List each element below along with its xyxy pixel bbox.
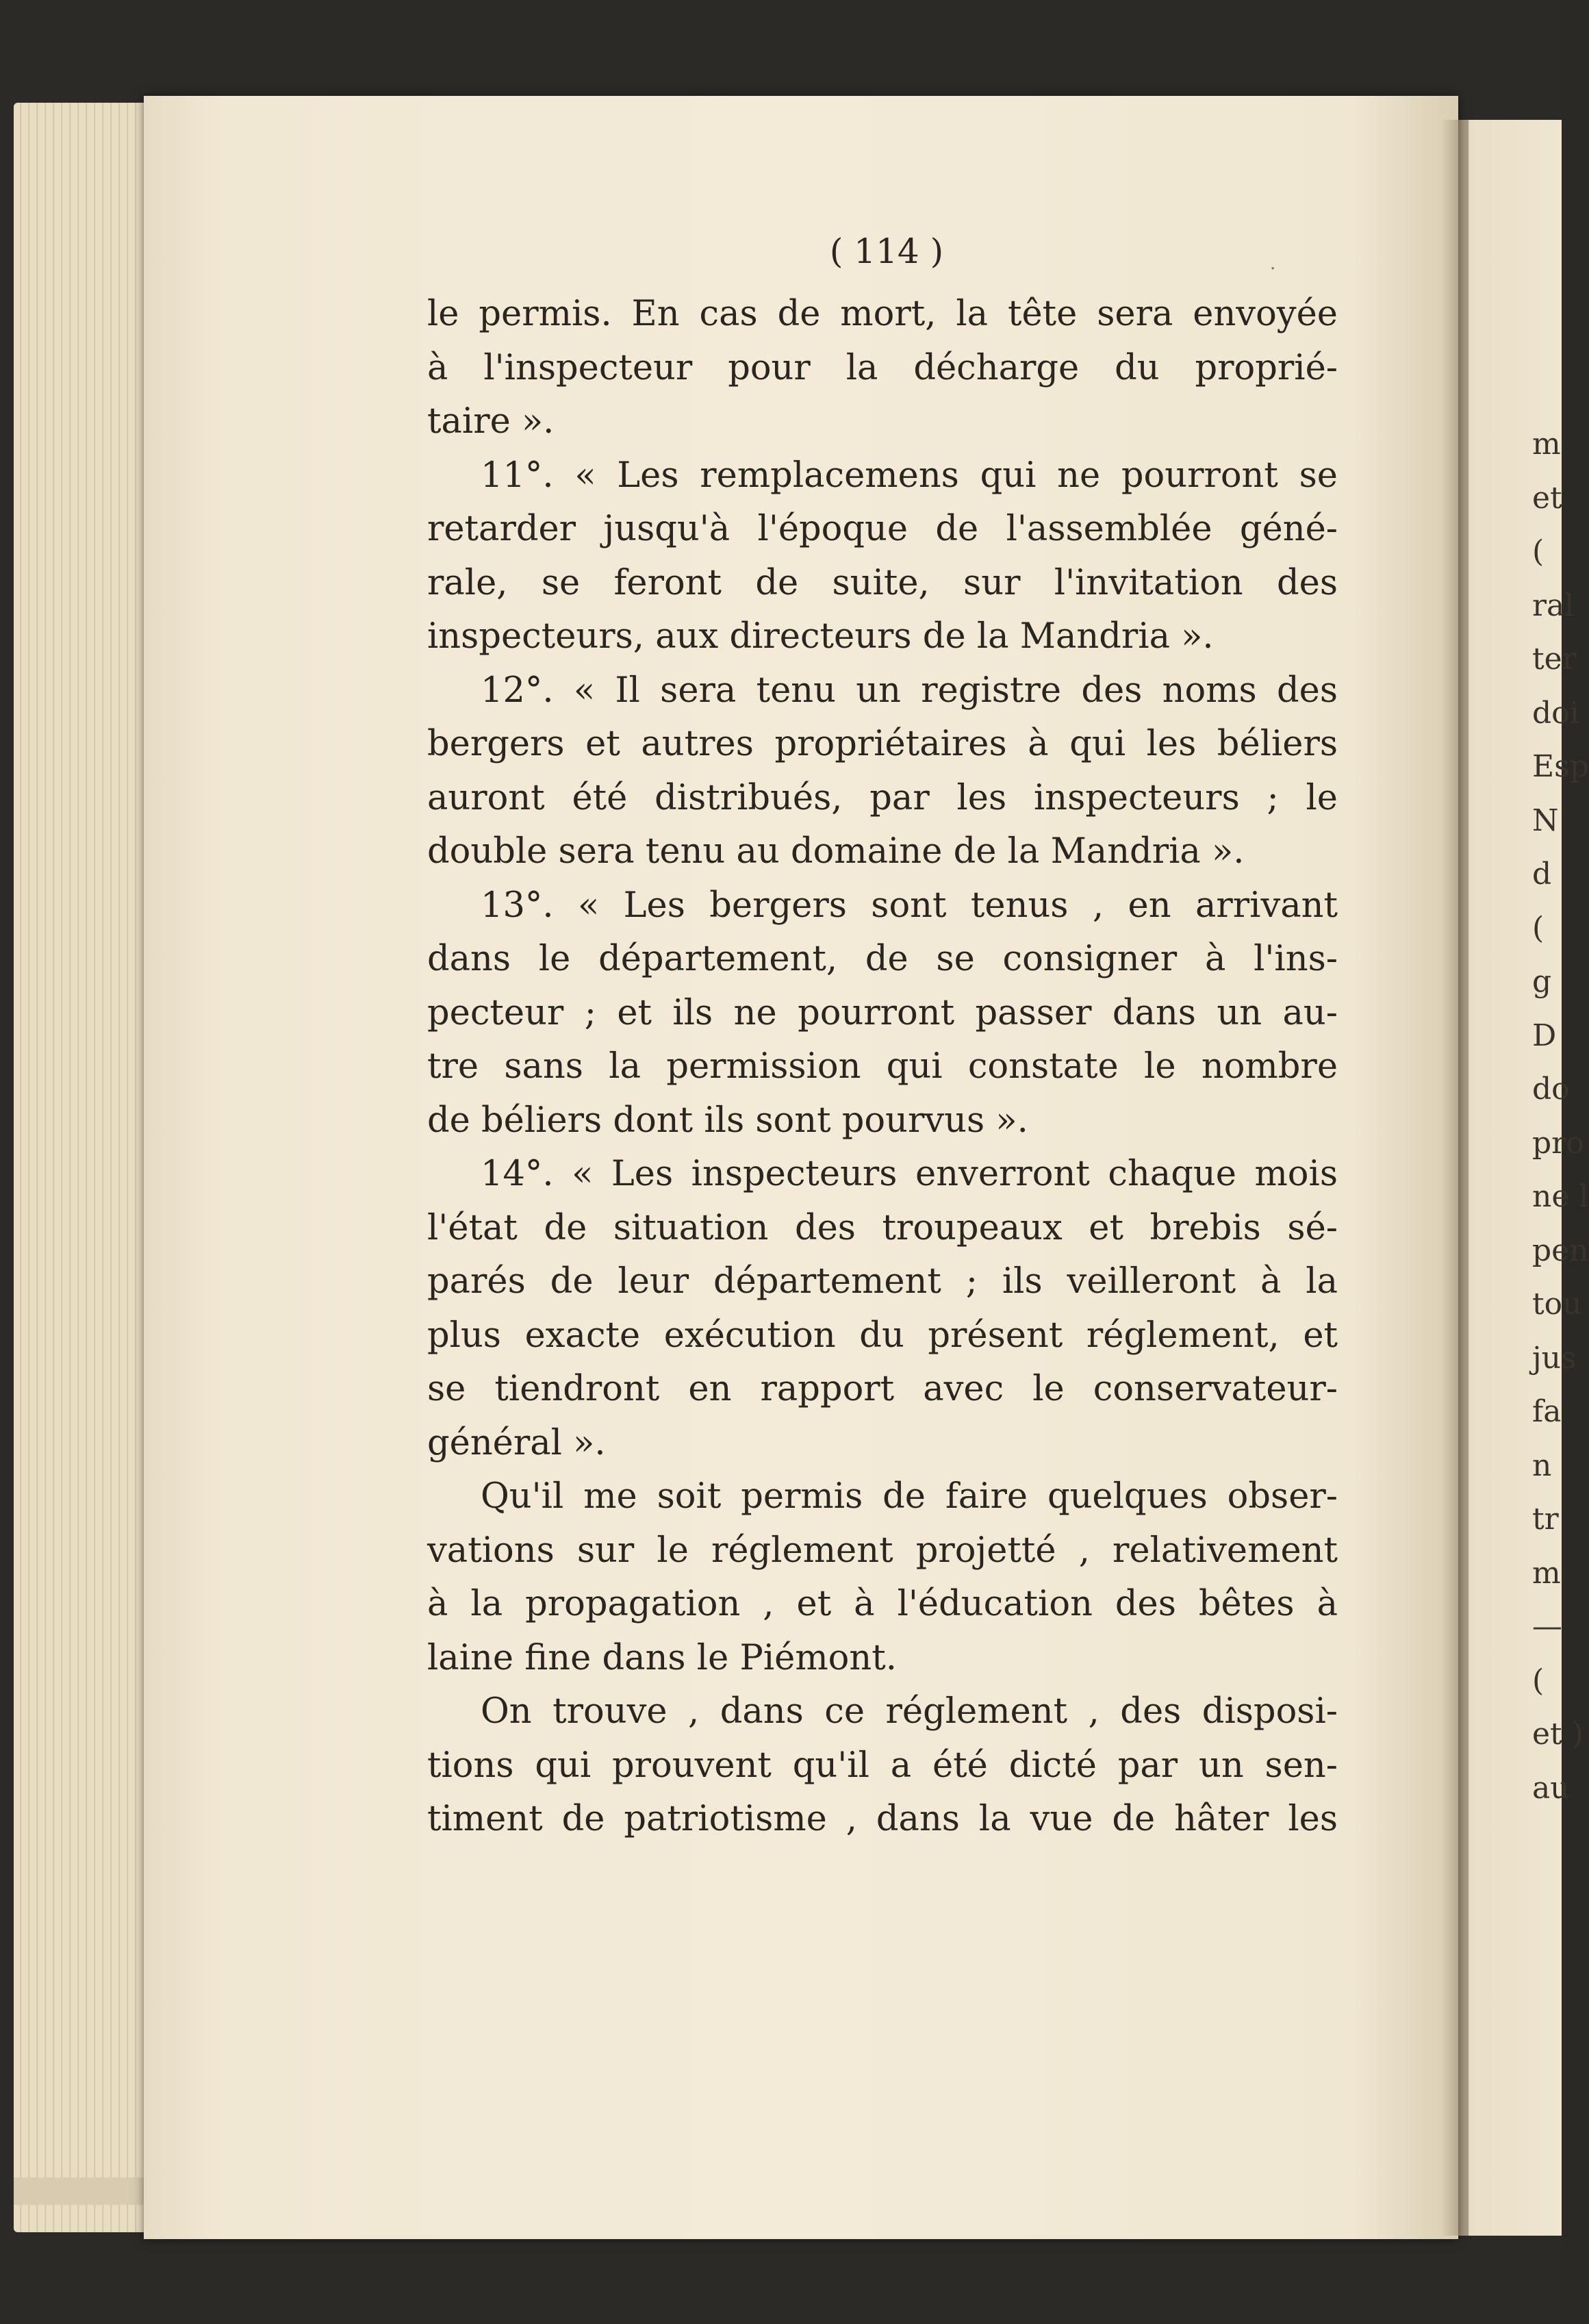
text-line: à la propagation , et à l'éducation des bêtes à — [427, 1584, 1338, 1624]
text-line: inspecteurs, aux directeurs de la Mandria ». — [427, 616, 1214, 657]
text-line: le permis. En cas de mort, la tête sera envoyée — [427, 294, 1338, 334]
facing-page-fragment: Esp — [1532, 749, 1589, 784]
facing-page-fragment: g — [1532, 964, 1552, 999]
facing-page-fragment: n — [1532, 1448, 1552, 1483]
text-line: 13°. « Les bergers sont tenus , en arrivant — [481, 885, 1338, 926]
text-line: général ». — [427, 1422, 606, 1463]
facing-page-fragment: do — [1532, 1072, 1570, 1107]
facing-page-fragment: ( — [1532, 534, 1544, 569]
text-line: double sera tenu au domaine de la Mandria ». — [427, 831, 1245, 872]
text-line: Qu'il me soit permis de faire quelques obser- — [481, 1476, 1338, 1517]
facing-page-fragment: ter — [1532, 642, 1577, 677]
facing-page-fragment: tou — [1532, 1287, 1582, 1322]
text-line: laine fine dans le Piémont. — [427, 1637, 897, 1678]
gutter-shadow — [1441, 120, 1469, 2236]
facing-page-fragment: d — [1532, 857, 1552, 892]
page-body — [427, 288, 1338, 1847]
facing-page-fragment: jus — [1532, 1340, 1577, 1376]
text-line: tions qui prouvent qu'il a été dicté par un sen- — [427, 1745, 1338, 1786]
text-line: de béliers dont ils sont pourvus ». — [427, 1100, 1028, 1141]
facing-page-fragment: pro — [1532, 1125, 1584, 1161]
text-line: auront été distribués, par les inspecteurs ; le — [427, 777, 1338, 818]
facing-page-text — [1532, 418, 1589, 1815]
text-line: dans le département, de se consigner à l'ins- — [427, 939, 1338, 979]
text-line: tre sans la permission qui constate le nombre — [427, 1046, 1338, 1087]
text-line: pecteur ; et ils ne pourront passer dans un au- — [427, 992, 1338, 1033]
text-line: 12°. « Il sera tenu un registre des noms des — [481, 670, 1338, 711]
facing-page-fragment: tr — [1532, 1502, 1559, 1537]
text-line: retarder jusqu'à l'époque de l'assemblée géné- — [427, 509, 1338, 549]
text-line: à l'inspecteur pour la décharge du proprié- — [427, 347, 1338, 388]
text-line: bergers et autres propriétaires à qui les béliers — [427, 724, 1338, 764]
facing-page-fragment: m — [1532, 427, 1561, 462]
page-edges-bottom — [14, 2177, 164, 2205]
text-line: l'état de situation des troupeaux et brebis sé- — [427, 1207, 1338, 1248]
facing-page-fragment: au — [1532, 1770, 1570, 1806]
text-line: 14°. « Les inspecteurs enverront chaque mois — [481, 1154, 1338, 1194]
text-line: On trouve , dans ce réglement , des disposi- — [481, 1691, 1338, 1732]
text-line: se tiendront en rapport avec le conservateur- — [427, 1369, 1338, 1409]
text-line: parés de leur département ; ils veilleront à la — [427, 1261, 1338, 1302]
text-line: vations sur le réglement projetté , relativement — [427, 1530, 1338, 1571]
text-line: rale, se feront de suite, sur l'invitation des — [427, 562, 1338, 603]
facing-page-fragment: fa — [1532, 1394, 1562, 1429]
facing-page-fragment: ( — [1532, 1663, 1544, 1698]
facing-page-fragment: — — [1532, 1609, 1562, 1644]
page-number: ( 114 ) — [829, 231, 944, 271]
text-line: plus exacte exécution du présent réglement, et — [427, 1315, 1338, 1356]
facing-page-fragment: ne l — [1532, 1179, 1589, 1214]
text-line: 11°. « Les remplacemens qui ne pourront se — [481, 455, 1338, 496]
facing-page-fragment: et ) — [1532, 1717, 1584, 1752]
facing-page-fragment: m — [1532, 1555, 1561, 1591]
facing-page-fragment: D — [1532, 1018, 1557, 1053]
text-line: taire ». — [427, 401, 555, 442]
folio-mark: · — [1270, 259, 1276, 279]
facing-page-fragment: N — [1532, 803, 1559, 838]
facing-page-fragment: ( — [1532, 910, 1544, 946]
facing-page-fragment: pen — [1532, 1233, 1589, 1268]
text-line: timent de patriotisme , dans la vue de hâter les — [427, 1799, 1338, 1839]
facing-page-fragment: doi — [1532, 695, 1579, 731]
facing-page-fragment: ral — [1532, 588, 1575, 623]
facing-page-fragment: et — [1532, 480, 1562, 516]
